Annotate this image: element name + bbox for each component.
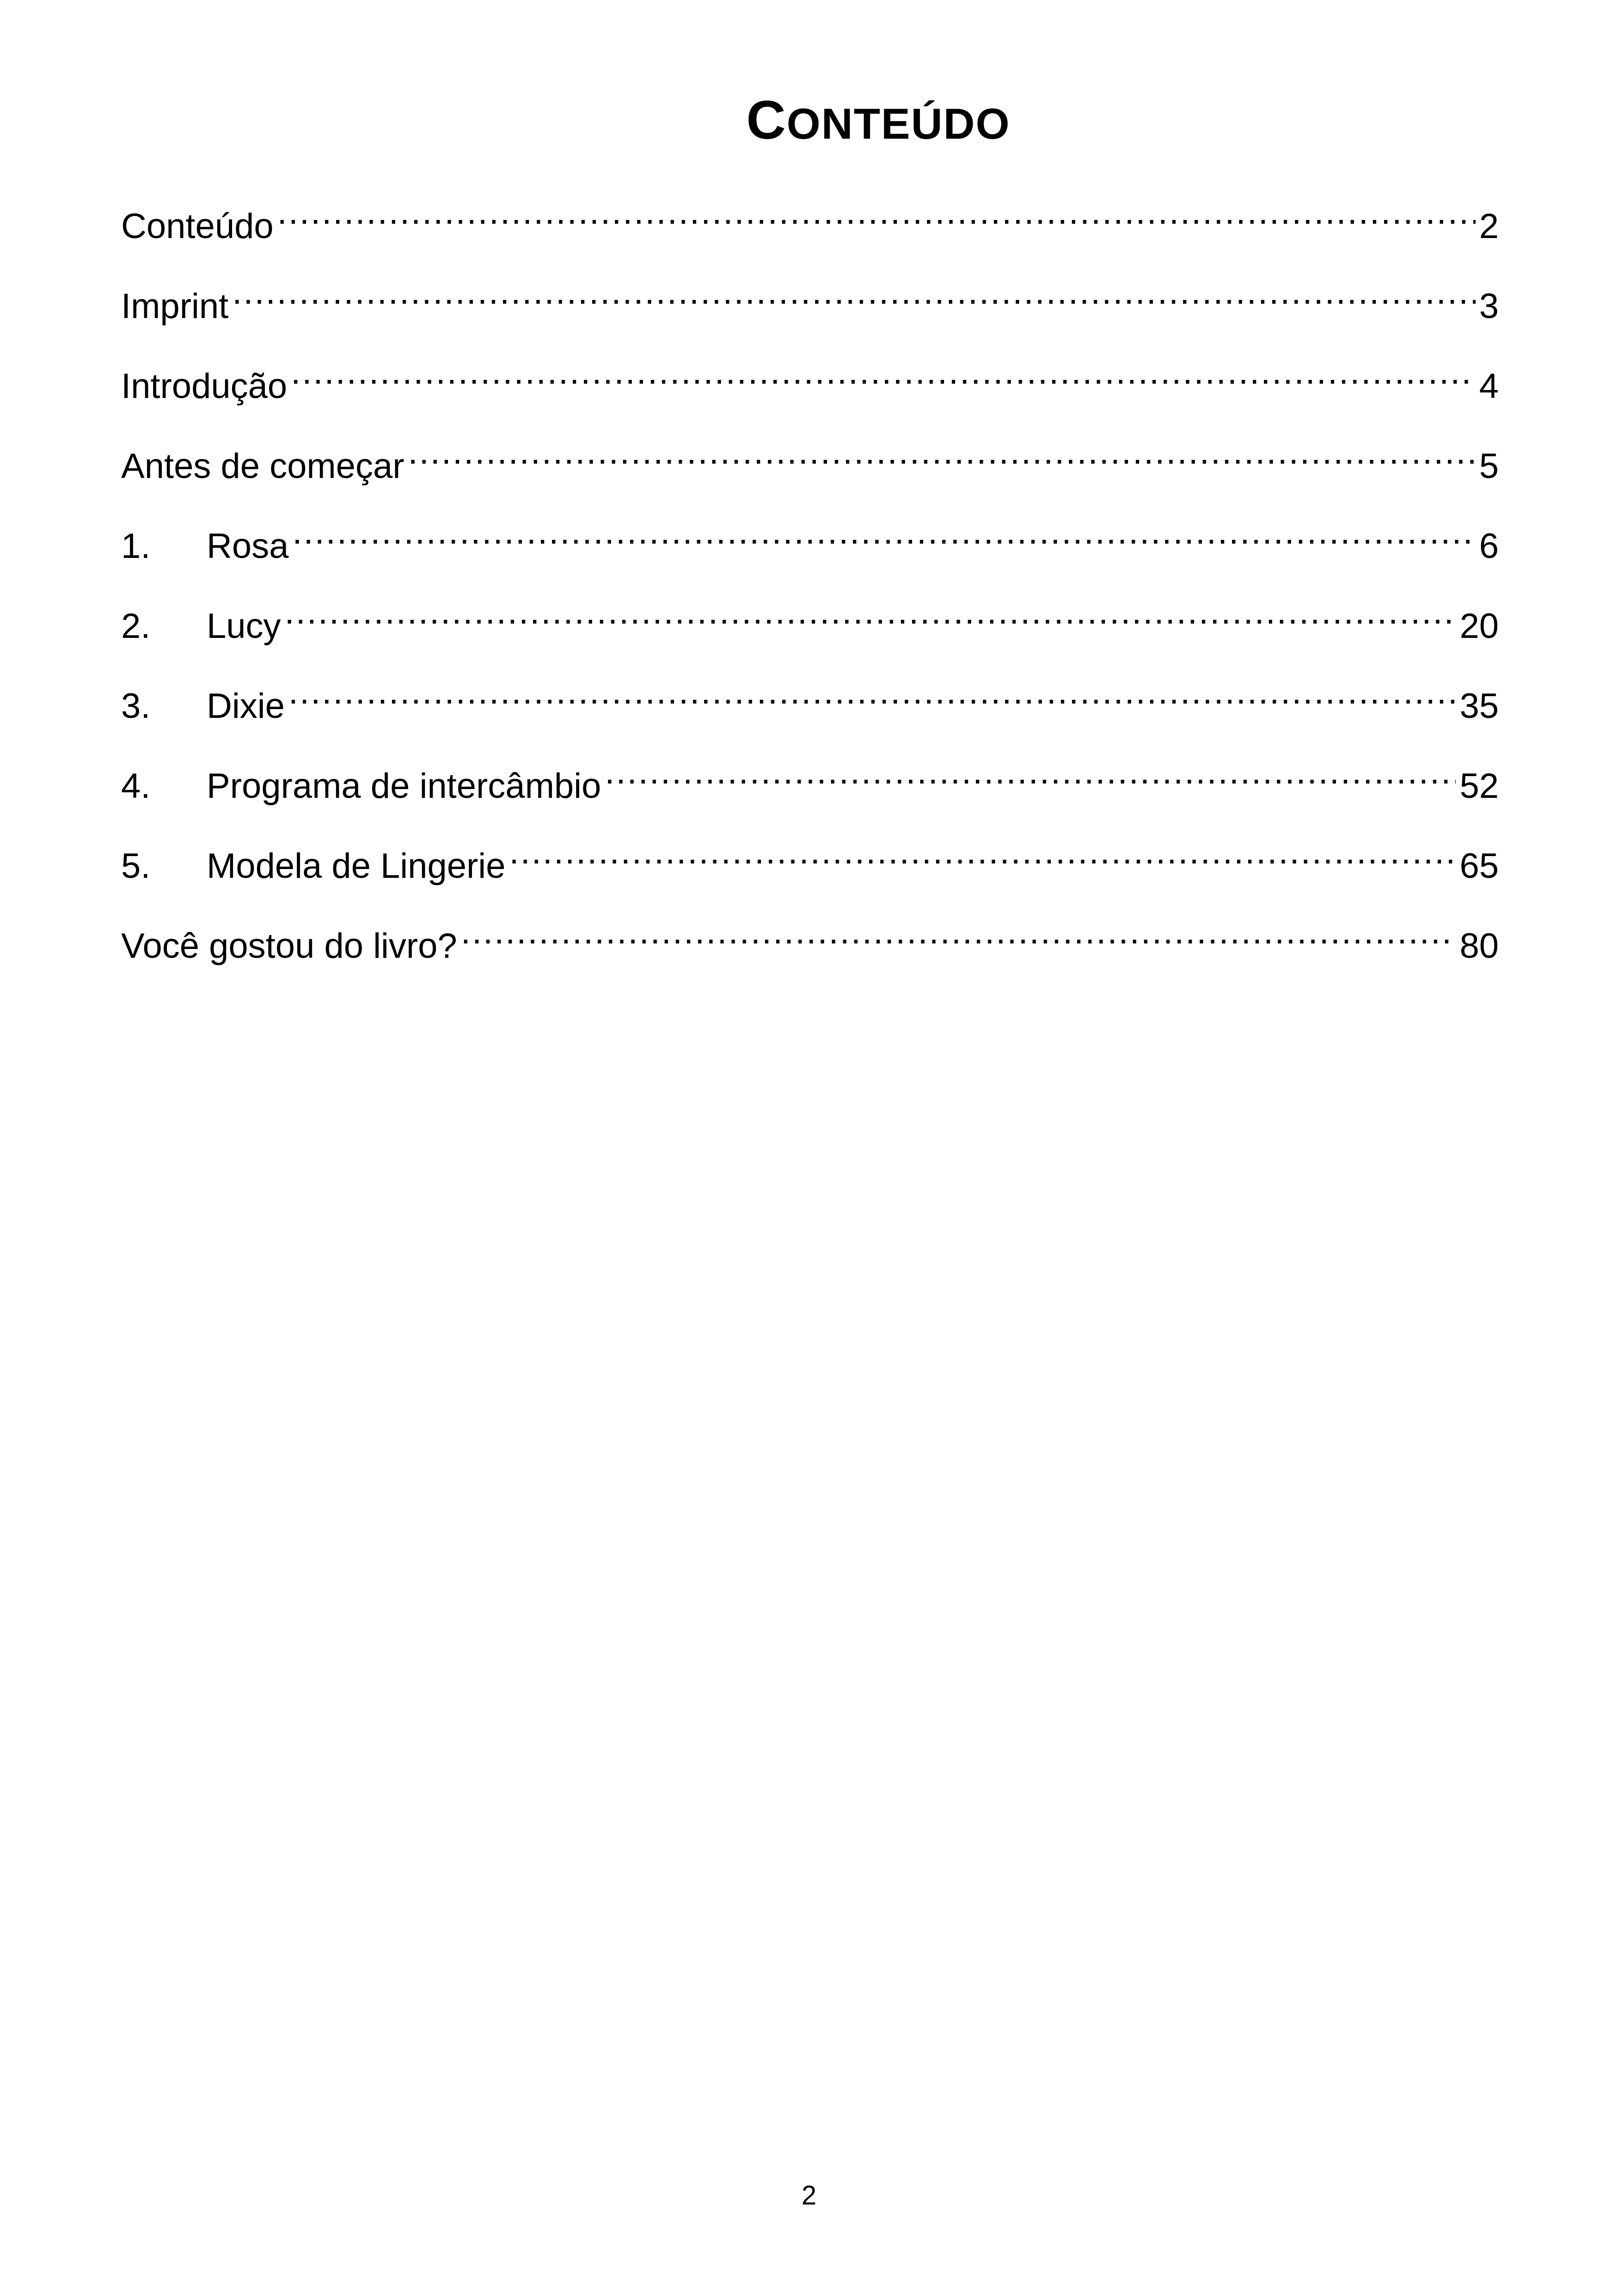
page-number: 2	[801, 2180, 817, 2210]
toc-entry-chapter-3[interactable]	[121, 667, 1499, 747]
toc-entry-introducao[interactable]	[121, 347, 1499, 427]
toc-entry-number: 1.	[121, 527, 151, 566]
toc-entry-page: 52	[1459, 766, 1499, 806]
toc-entry-page: 20	[1459, 606, 1499, 646]
toc-entry-number: 4.	[121, 766, 151, 806]
toc-dot-leader	[461, 907, 1456, 958]
toc-entry-antes-de-comecar[interactable]	[121, 427, 1499, 507]
toc-heading-initial: C	[746, 90, 787, 151]
toc-entry-number: 3.	[121, 686, 151, 726]
toc-entry-imprint[interactable]	[121, 267, 1499, 347]
toc-entry-page: 65	[1459, 846, 1499, 886]
toc-entry-page: 4	[1479, 367, 1499, 406]
toc-entry-page: 3	[1479, 287, 1499, 326]
toc-entry-chapter-2[interactable]	[121, 587, 1499, 667]
toc-entry-page: 35	[1459, 686, 1499, 726]
toc-dot-leader	[509, 827, 1456, 878]
toc-entry-title: Imprint	[121, 287, 229, 326]
toc-dot-leader	[277, 187, 1476, 238]
toc-dot-leader	[291, 347, 1476, 398]
toc-entry-title: Dixie	[207, 686, 285, 726]
toc-entry-chapter-5[interactable]	[121, 827, 1499, 907]
toc-dot-leader	[232, 267, 1475, 318]
toc-entry-page: 80	[1459, 926, 1499, 966]
toc-entry-title: Introdução	[121, 367, 288, 406]
toc-heading-rest: ONTEÚDO	[786, 99, 1011, 148]
toc-entry-chapter-4[interactable]	[121, 747, 1499, 827]
toc-entry-page: 2	[1479, 207, 1499, 246]
toc-entry-conteudo[interactable]	[121, 187, 1499, 267]
toc-entry-number: 5.	[121, 846, 151, 886]
toc-entry-number: 2.	[121, 606, 151, 646]
toc-entry-title: Conteúdo	[121, 207, 274, 246]
toc-entry-title: Você gostou do livro?	[121, 926, 457, 966]
toc-entry-title: Rosa	[207, 527, 289, 566]
toc-dot-leader	[285, 587, 1456, 638]
toc-dot-leader	[408, 427, 1476, 478]
toc-entry-title: Lucy	[207, 606, 281, 646]
table-of-contents	[121, 187, 1499, 987]
toc-entry-chapter-1[interactable]	[121, 507, 1499, 587]
toc-heading	[0, 88, 1618, 156]
toc-entry-title: Modela de Lingerie	[207, 846, 506, 886]
toc-entry-voce-gostou[interactable]	[121, 907, 1499, 987]
toc-dot-leader	[288, 667, 1456, 718]
toc-entry-title: Antes de começar	[121, 447, 404, 486]
toc-entry-title: Programa de intercâmbio	[207, 766, 601, 806]
toc-dot-leader	[292, 507, 1475, 558]
toc-entry-page: 5	[1479, 447, 1499, 486]
toc-entry-page: 6	[1479, 527, 1499, 566]
toc-dot-leader	[605, 747, 1456, 798]
